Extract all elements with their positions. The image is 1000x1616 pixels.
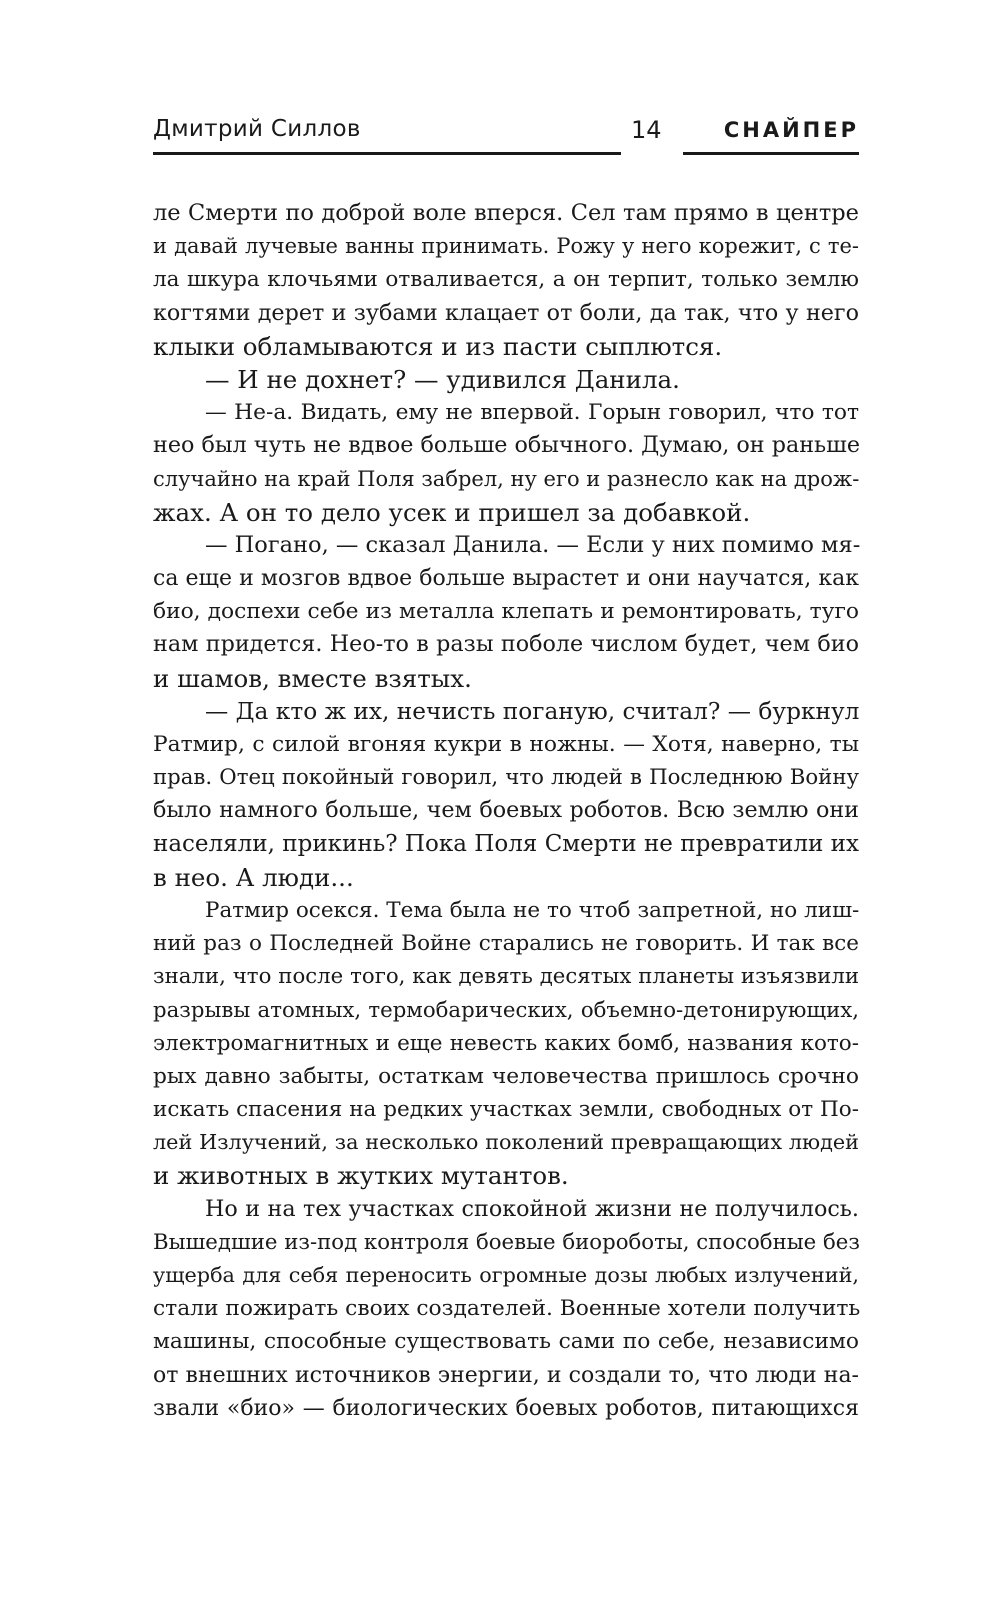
text-line: жах. А он то дело усек и пришел за добавкой. [153, 497, 751, 527]
text-line: стали пожирать своих создателей. Военные хотели получить [153, 1296, 861, 1322]
text-line: населяли, прикинь? Пока Поля Смерти не превратили их [153, 830, 859, 857]
text-line: лей Излучений, за несколько поколений превращающих людей [153, 1130, 859, 1155]
text-line: ле Смерти по доброй воле вперся. Сел там прямо в центре [153, 200, 859, 226]
text-line: — И не дохнет? — удивился Данила. [205, 364, 680, 394]
header-author: Дмитрий Силлов [153, 116, 361, 142]
text-line: ний раз о Последней Войне старались не говорить. И так все [153, 931, 859, 957]
header-rule-left [153, 152, 621, 155]
text-line: — Погано, — сказал Данила. — Если у них помимо мя- [205, 531, 861, 558]
text-line: — Да кто ж их, нечисть поганую, считал? — буркнул [205, 697, 860, 725]
text-line: ла шкура клочьями отваливается, а он терпит, только землю [153, 267, 859, 293]
header-series-title: СНАЙПЕР [723, 118, 859, 142]
text-line: Вышедшие из-под контроля боевые биороботы, способные без [153, 1229, 860, 1255]
body-text [153, 197, 859, 1425]
text-line: са еще и мозгов вдвое больше вырастет и они научатся, как [153, 566, 859, 592]
text-line: когтями дерет и зубами клацает от боли, да так, что у него [153, 299, 859, 326]
text-line: разрывы атомных, термобарических, объемно-детонирующих, [153, 997, 859, 1023]
text-line: ущерба для себя переносить огромные дозы любых излучений, [153, 1263, 859, 1287]
text-line: Но и на тех участках спокойной жизни не получилось. [205, 1195, 859, 1222]
text-line: машины, способные существовать сами по себе, независимо [153, 1329, 859, 1355]
text-line: рых давно забыты, остаткам человечества пришлось срочно [153, 1063, 859, 1089]
text-line: в нео. А люди... [153, 862, 354, 892]
text-line: электромагнитных и еще невесть каких бомб, названия кото- [153, 1030, 859, 1056]
text-line: от внешних источников энергии, и создали то, что люди на- [153, 1362, 859, 1388]
text-line: прав. Отец покойный говорил, что людей в Последнюю Войну [153, 765, 859, 791]
running-header [153, 114, 859, 158]
text-line: био, доспехи себе из металла клепать и ремонтировать, туго [153, 599, 859, 625]
text-line: Ратмир осекся. Тема была не то чтоб запретной, но лиш- [205, 897, 860, 923]
header-rule-right [683, 152, 859, 155]
text-line: случайно на край Поля забрел, ну его и разнесло как на дрож- [153, 466, 860, 491]
text-line: клыки обламываются и из пасти сыплются. [153, 331, 723, 361]
text-line: было намного больше, чем боевых роботов. Всю землю они [153, 797, 859, 824]
text-line: нео был чуть не вдвое больше обычного. Думаю, он раньше [153, 432, 861, 459]
text-line: Ратмир, с силой вгоняя кукри в ножны. — Хотя, наверно, ты [153, 732, 859, 757]
text-line: искать спасения на редких участках земли, свободных от По- [153, 1097, 859, 1123]
text-line: нам придется. Нео-то в разы поболе числом будет, чем био [153, 631, 859, 658]
text-line: — Не-а. Видать, ему не впервой. Горын говорил, что тот [205, 400, 859, 426]
text-line: и шамов, вместе взятых. [153, 663, 472, 693]
text-line: и давай лучевые ванны принимать. Рожу у него корежит, с те- [153, 234, 859, 259]
text-line: звали «био» — биологических боевых роботов, питающихся [153, 1395, 859, 1421]
page-number: 14 [631, 116, 662, 144]
text-line: знали, что после того, как девять десятых планеты изъязвили [153, 964, 859, 990]
text-line: и животных в жутких мутантов. [153, 1161, 569, 1191]
